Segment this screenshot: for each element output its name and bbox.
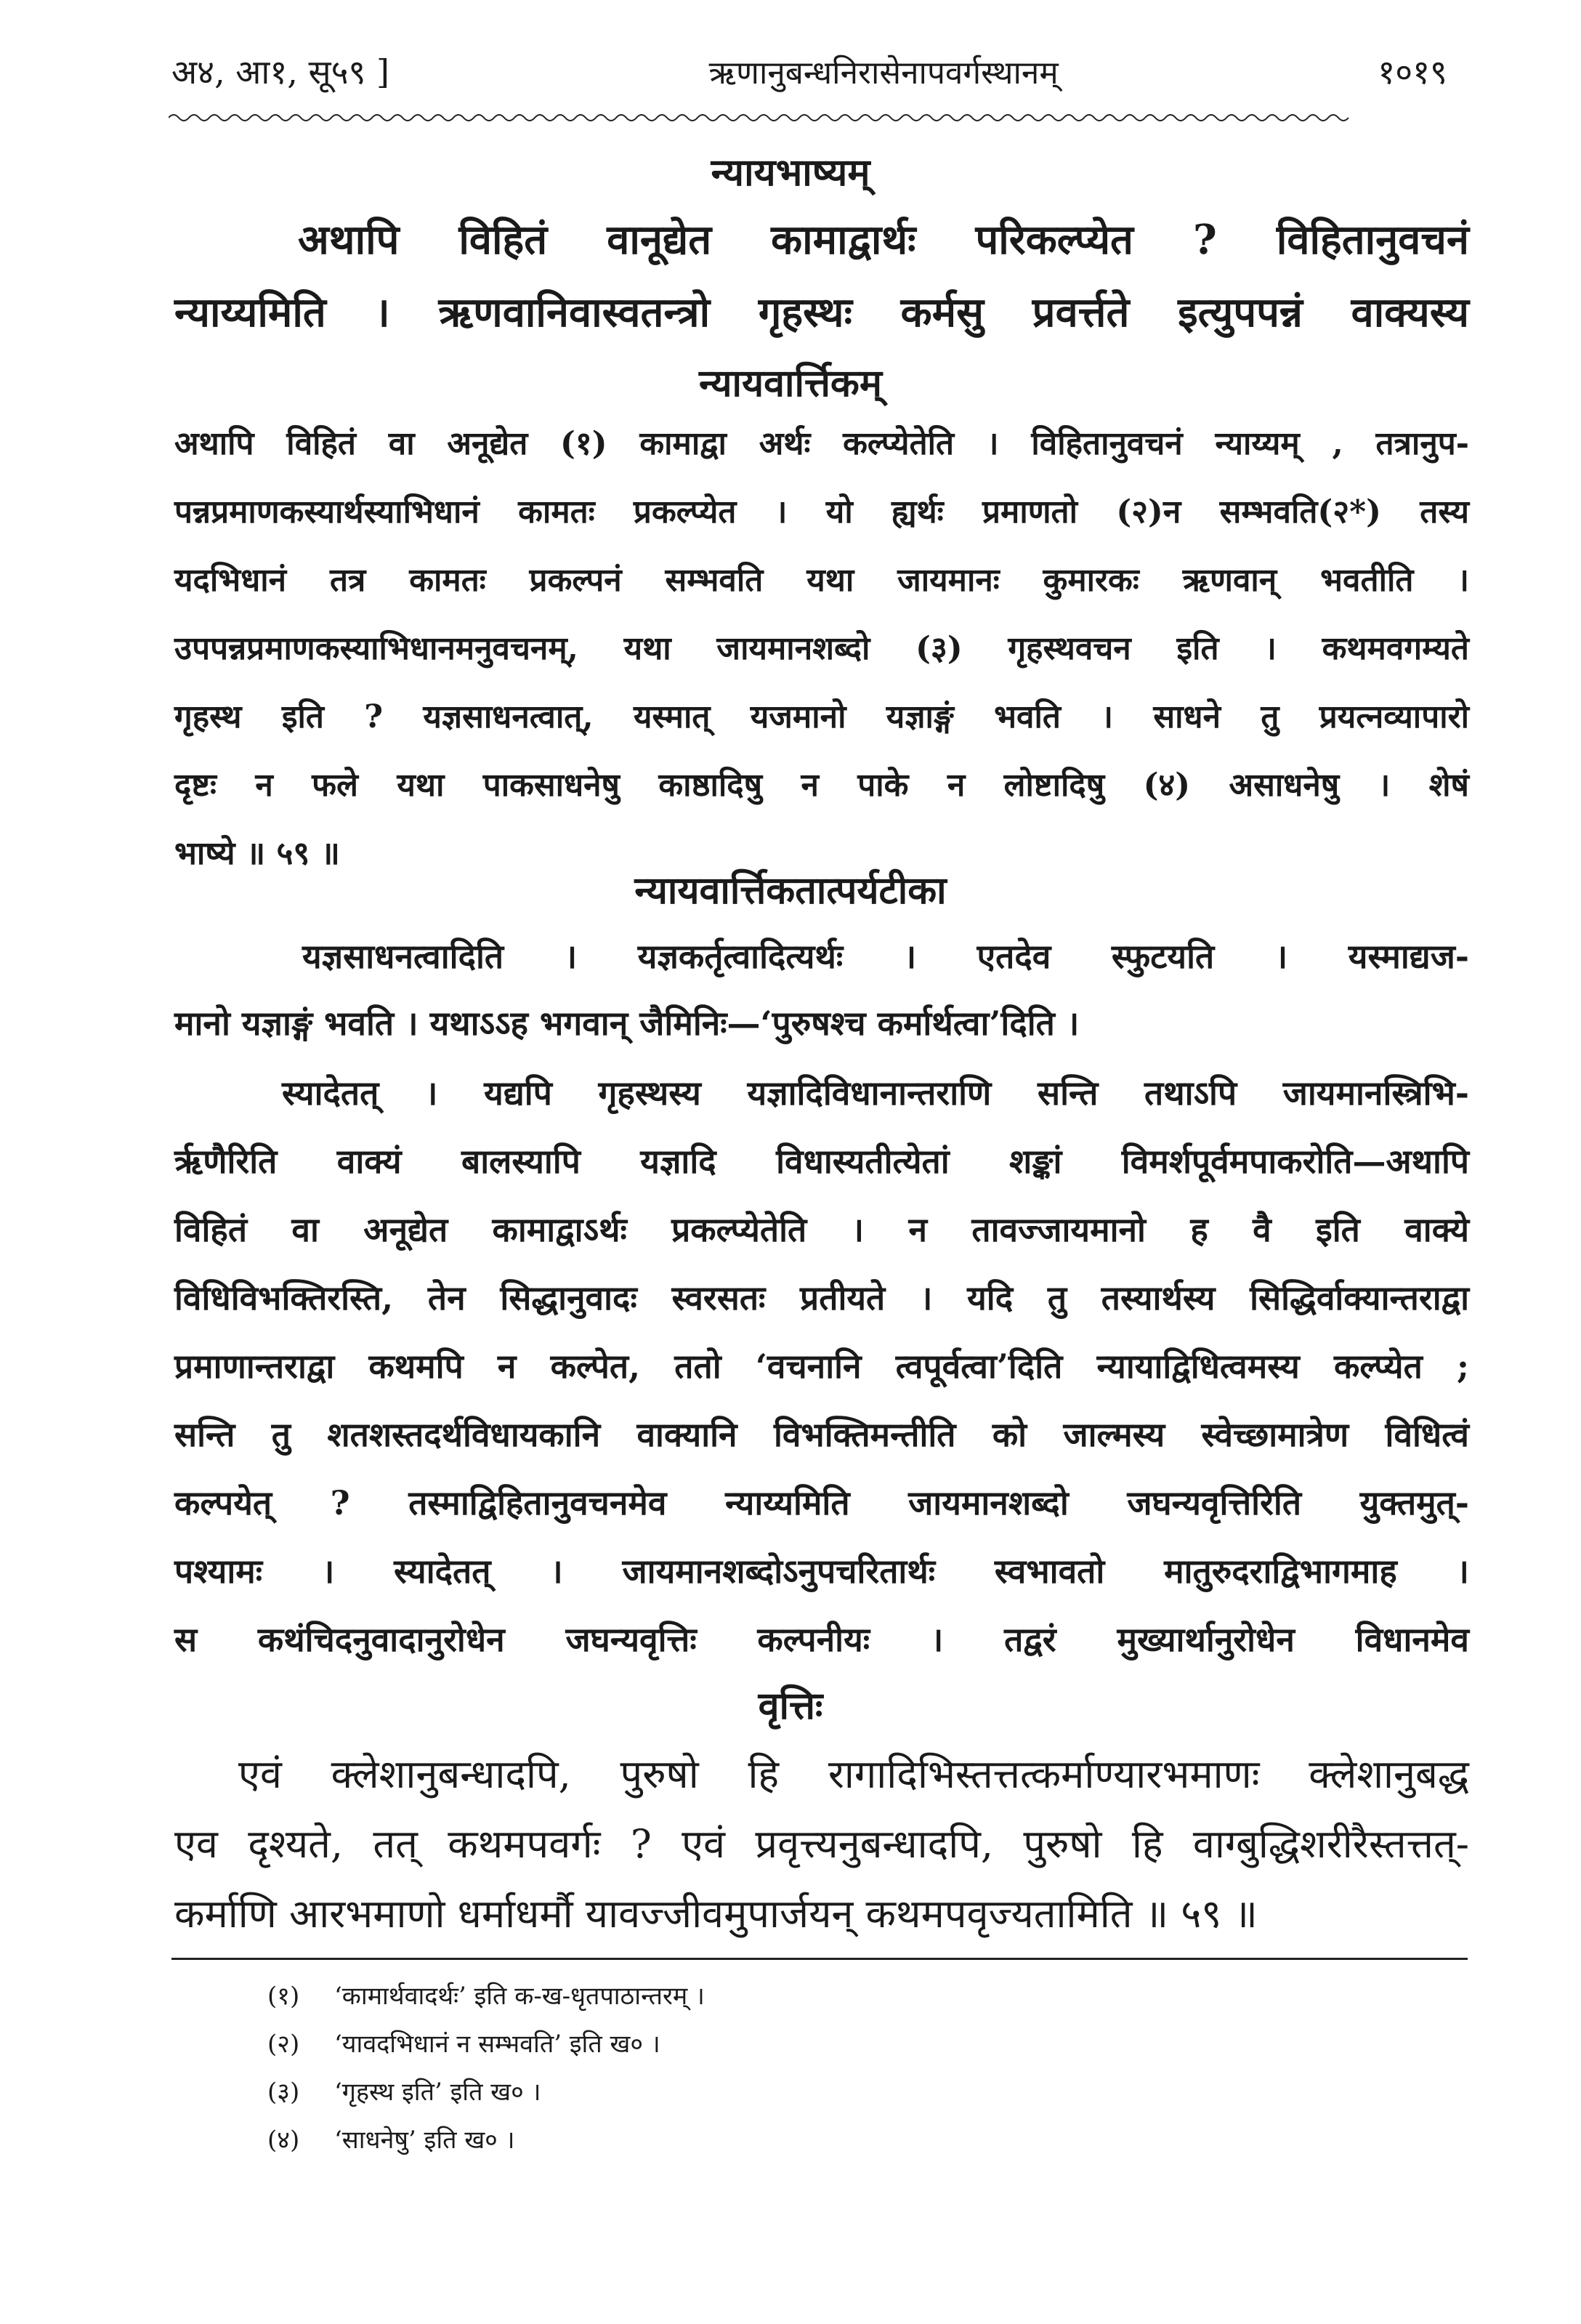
text-line: उपपन्नप्रमाणकस्याभिधानमनुवचनम्, यथा जायमानशब्दो (३) गृहस्थवचन इति । कथमवगम्यते [174,630,1469,667]
text-line: र्ऋणैरिति वाक्यं बालस्यापि यज्ञादि विधास्यतीत्येतां शङ्कां विमर्शपूर्वमपाकरोति—अथापि [174,1142,1469,1181]
text-line: स्यादेतत् । यद्यपि गृहस्थस्य यज्ञादिविधानान्तराणि सन्ति तथाऽपि जायमानस्त्रिभि- [282,1073,1469,1113]
footnote-number: (२) [267,2030,300,2059]
section-heading-bhasya: न्यायभाष्यम् [711,150,870,195]
text-line: दृष्टः न फले यथा पाकसाधनेषु काष्ठादिषु न पाके न लोष्टादिषु (४) असाधनेषु । शेषं [174,767,1469,804]
footnote-separator [171,1958,1468,1960]
text-line: विधिविभक्तिरस्ति, तेन सिद्धानुवादः स्वरसतः प्रतीयते । यदि तु तस्यार्थस्य सिद्धिर्वाक्यान्तराद्वा [174,1278,1469,1318]
text-line: सन्ति तु शतशस्तदर्थविधायकानि वाक्यानि विभक्तिमन्तीति को जाल्मस्य स्वेच्छामात्रेण विधित्वं [174,1415,1469,1454]
footnote-number: (४) [267,2126,300,2155]
text-line: पन्नप्रमाणकस्यार्थस्याभिधानं कामतः प्रकल्प्येत । यो ह्यर्थः प्रमाणतो (२)न सम्भवति(२*) तस्य [174,493,1469,530]
page-number: १०१९ [1378,52,1447,92]
text-line: विहितं वा अनूद्येत कामाद्वाऽर्थः प्रकल्प्येतेति । न तावज्जायमानो ह वै इति वाक्ये [174,1210,1469,1249]
text-line: अथापि विहितं वानूद्येत कामाद्वार्थः परिकल्प्येत ? विहितानुवचनं [298,216,1469,264]
text-line: कल्पयेत् ? तस्माद्विहितानुवचनमेव न्याय्यमिति जायमानशब्दो जघन्यवृत्तिरिति युक्तमुत्- [174,1483,1469,1522]
footnote-2 [267,2026,660,2059]
footnote-4 [267,2122,515,2155]
text-line: एवं क्लेशानुबन्धादपि, पुरुषो हि रागादिभिस्तत्तत्कर्माण्यारभमाणः क्लेशानुबद्ध [238,1751,1469,1797]
section-heading-vrtti: वृत्तिः [758,1684,823,1728]
footnote-text: ‘यावदभिधानं न सम्भवति’ इति ख० । [334,2030,660,2059]
header-title: ऋणानुबन्धनिरासेनापवर्गस्थानम् [708,55,1059,92]
text-line: यज्ञसाधनत्वादिति । यज्ञकर्तृत्वादित्यर्थः । एतदेव स्फुटयति । यस्माद्यज- [302,937,1469,976]
header-wavy-rule [169,109,1469,126]
section-heading-tika: न्यायवार्त्तिकतात्पर्यटीका [634,868,947,913]
text-line: पश्यामः । स्यादेतत् । जायमानशब्दोऽनुपचरितार्थः स्वभावतो मातुरुदराद्विभागमाह । [174,1552,1469,1591]
footnote-text: ‘साधनेषु’ इति ख० । [334,2126,515,2155]
footnote-text: ‘कामार्थवादर्थः’ इति क-ख-धृतपाठान्तरम् । [334,1982,705,2011]
footnote-number: (१) [267,1982,300,2011]
running-header [171,42,1447,100]
text-line: कर्माणि आरभमाणो धर्माधर्मौ यावज्जीवमुपार्जयन् कथमपवृज्यतामिति ॥ ५९ ॥ [174,1891,1258,1937]
footnote-3 [267,2074,541,2107]
text-line: गृहस्थ इति ? यज्ञसाधनत्वात्, यस्मात् यजमानो यज्ञाङ्गं भवति । साधने तु प्रयत्नव्यापारो [174,698,1469,735]
footnote-text: ‘गृहस्थ इति’ इति ख० । [334,2078,541,2107]
header-reference: अ४, आ१, सू५९ ] [171,52,389,92]
text-line: भाष्ये ॥ ५९ ॥ [174,835,340,872]
text-line: न्याय्यमिति । ऋणवानिवास्वतन्त्रो गृहस्थः कर्मसु प्रवर्त्तते इत्युपपन्नं वाक्यस्य [174,289,1469,336]
text-line: यदभिधानं तत्र कामतः प्रकल्पनं सम्भवति यथा जायमानः कुमारकः ऋणवान् भवतीति । [174,562,1469,599]
footnote-number: (३) [267,2078,300,2107]
text-line: प्रमाणान्तराद्वा कथमपि न कल्पेत, ततो ‘वचनानि त्वपूर्वत्वा’दिति न्यायाद्विधित्वमस्य कल्प्येत ; [174,1347,1469,1386]
text-line: एव दृश्यते, तत् कथमपवर्गः ? एवं प्रवृत्त्यनुबन्धादपि, पुरुषो हि वाग्बुद्धिशरीरैस्तत्तत्- [174,1821,1469,1867]
text-line: मानो यज्ञाङ्गं भवति । यथाऽऽह भगवान् जैमिनिः—‘पुरुषश्च कर्मार्थत्वा’दिति । [174,1004,1080,1043]
footnote-1 [267,1978,705,2012]
text-line: स कथंचिदनुवादानुरोधेन जघन्यवृत्तिः कल्पनीयः । तद्वरं मुख्यार्थानुरोधेन विधानमेव [174,1620,1469,1659]
section-heading-vartika: न्यायवार्त्तिकम् [699,361,882,406]
text-line: अथापि विहितं वा अनूद्येत (१) कामाद्वा अर्थः कल्प्येतेति । विहितानुवचनं न्याय्यम् , तत्रानुप- [174,425,1469,462]
